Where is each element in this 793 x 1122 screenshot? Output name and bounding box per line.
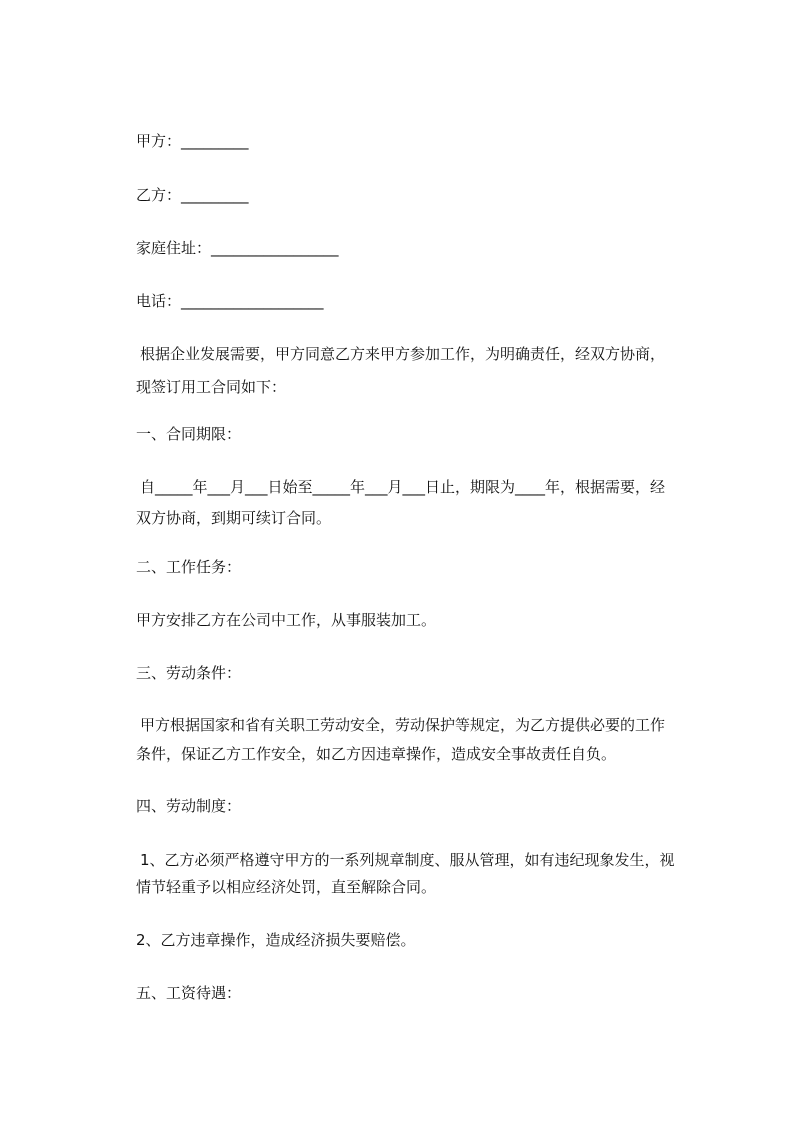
section-wages-heading: 五、工资待遇： <box>136 984 242 1002</box>
section-task-text: 甲方安排乙方在公司中工作，从事服装加工。 <box>136 611 437 629</box>
section-rules-item-1-line-1: 1、乙方必须严格遵守甲方的一系列规章制度、服从管理，如有违纪现象发生，视 <box>140 851 675 869</box>
section-rules-heading: 四、劳动制度： <box>136 797 242 815</box>
section-conditions-line-2: 条件，保证乙方工作安全，如乙方因违章操作，造成安全事故责任自负。 <box>136 745 617 763</box>
section-conditions-heading: 三、劳动条件： <box>136 664 242 682</box>
section-rules-item-2: 2、乙方违章操作，造成经济损失要赔偿。 <box>136 931 416 949</box>
address-field: 家庭住址：_________________ <box>136 239 339 257</box>
intro-line-1: 根据企业发展需要，甲方同意乙方来甲方参加工作，为明确责任，经双方协商， <box>140 345 666 363</box>
section-task-heading: 二、工作任务： <box>136 558 242 576</box>
party-a-field: 甲方：_________ <box>136 132 249 150</box>
phone-field: 电话：___________________ <box>136 292 324 310</box>
section-term-line-1: 自_____年___月___日始至_____年___月___日止，期限为____年，根据需要，经 <box>140 478 666 496</box>
intro-line-2: 现签订用工合同如下： <box>136 378 287 396</box>
section-term-heading: 一、合同期限： <box>136 425 242 443</box>
section-term-line-2: 双方协商，到期可续订合同。 <box>136 509 332 527</box>
section-conditions-line-1: 甲方根据国家和省有关职工劳动安全，劳动保护等规定，为乙方提供必要的工作 <box>140 716 666 734</box>
party-b-field: 乙方：_________ <box>136 186 249 204</box>
section-rules-item-1-line-2: 情节轻重予以相应经济处罚，直至解除合同。 <box>136 878 437 896</box>
